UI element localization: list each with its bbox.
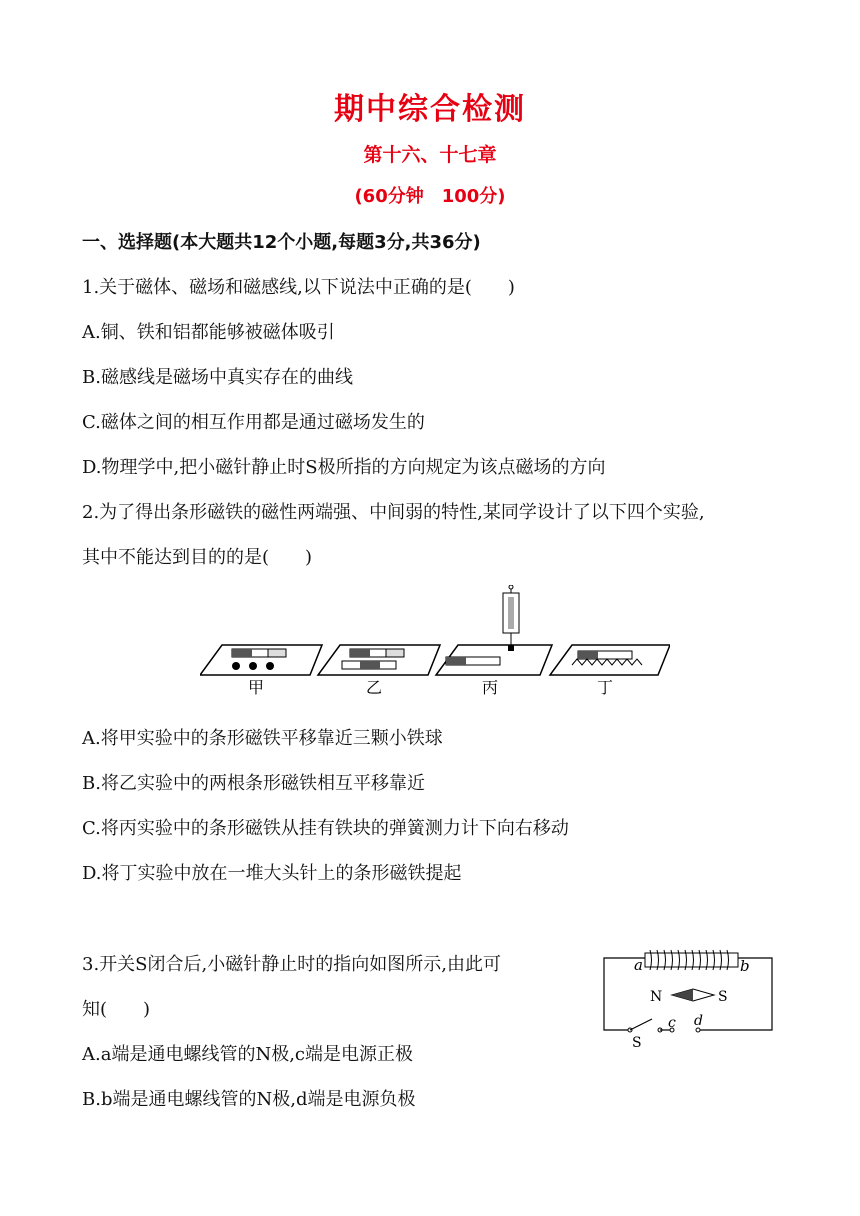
q3-option-a: A.a端是通电螺线管的N极,c端是电源正极 bbox=[82, 1044, 414, 1065]
chapter-subtitle: 第十六、十七章 bbox=[363, 144, 497, 166]
label-switch: S bbox=[632, 1035, 642, 1050]
q2-stem-line1: 2.为了得出条形磁铁的磁性两端强、中间弱的特性,某同学设计了以下四个实验, bbox=[82, 502, 705, 523]
experiment-jia bbox=[200, 645, 322, 675]
experiment-bing bbox=[436, 585, 552, 675]
q1-option-b: B.磁感线是磁场中真实存在的曲线 bbox=[82, 367, 353, 388]
q1-option-c: C.磁体之间的相互作用都是通过磁场发生的 bbox=[82, 412, 425, 433]
label-jia: 甲 bbox=[247, 678, 265, 695]
label-b: b bbox=[740, 957, 750, 975]
q1-option-a: A.铜、铁和铝都能够被磁体吸引 bbox=[82, 322, 335, 343]
label-needle-n: N bbox=[650, 989, 663, 1005]
label-needle-s: S bbox=[718, 989, 728, 1005]
q2-option-a: A.将甲实验中的条形磁铁平移靠近三颗小铁球 bbox=[82, 728, 443, 749]
label-bing: 丙 bbox=[481, 678, 499, 695]
q1-stem: 1.关于磁体、磁场和磁感线,以下说法中正确的是( ) bbox=[82, 277, 515, 298]
experiment-yi bbox=[318, 645, 440, 675]
experiment-ding bbox=[550, 645, 670, 675]
label-c: c bbox=[668, 1015, 676, 1031]
q3-option-b: B.b端是通电螺线管的N极,d端是电源负极 bbox=[82, 1089, 416, 1110]
section-heading: 一、选择题(本大题共12个小题,每题3分,共36分) bbox=[82, 232, 481, 253]
label-d: d bbox=[694, 1013, 703, 1029]
q2-option-b: B.将乙实验中的两根条形磁铁相互平移靠近 bbox=[82, 773, 425, 794]
label-yi: 乙 bbox=[365, 678, 383, 695]
q3-stem-line2: 知( ) bbox=[82, 999, 151, 1020]
time-score: (60分钟 100分) bbox=[354, 186, 506, 207]
label-ding: 丁 bbox=[596, 678, 614, 695]
magnet-experiments-figure bbox=[200, 585, 670, 695]
q1-option-d: D.物理学中,把小磁针静止时S极所指的方向规定为该点磁场的方向 bbox=[82, 457, 606, 478]
label-a: a bbox=[634, 956, 643, 974]
page-title: 期中综合检测 bbox=[334, 92, 526, 127]
q2-stem-line2: 其中不能达到目的的是( ) bbox=[82, 547, 313, 568]
q3-stem-line1: 3.开关S闭合后,小磁针静止时的指向如图所示,由此可 bbox=[82, 954, 501, 975]
q2-option-d: D.将丁实验中放在一堆大头针上的条形磁铁提起 bbox=[82, 863, 462, 884]
solenoid-circuit-figure bbox=[600, 945, 780, 1050]
q2-option-c: C.将丙实验中的条形磁铁从挂有铁块的弹簧测力计下向右移动 bbox=[82, 818, 569, 839]
